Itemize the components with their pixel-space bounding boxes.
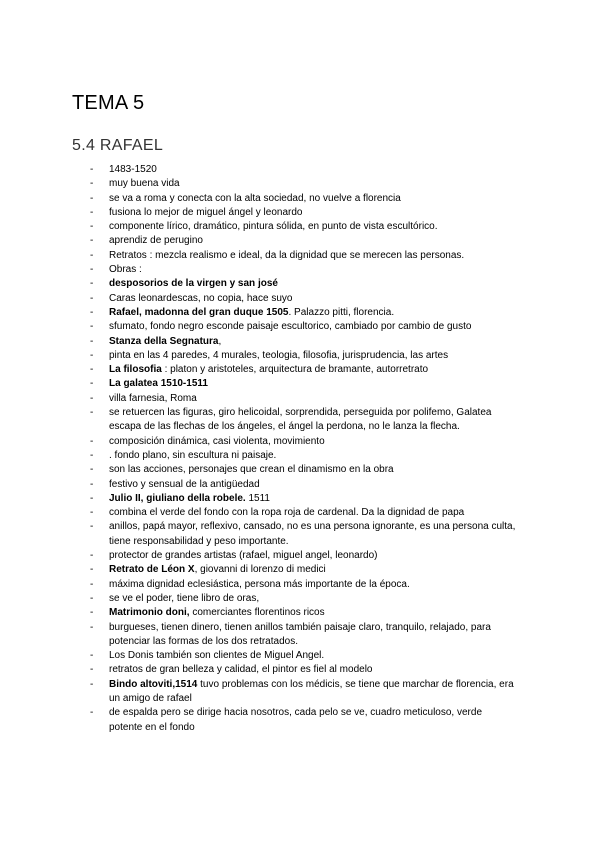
text: . Palazzo pitti, florencia.: [288, 306, 395, 318]
list-item: [0, 406, 517, 435]
list-item: [0, 263, 517, 277]
text: 1511: [245, 492, 270, 504]
page-title: TEMA 5: [72, 92, 145, 114]
list-item: [0, 678, 517, 707]
text: se retuercen las figuras, giro helicoidal, sorprendida, perseguida por polifemo, Galatea escapa de las flechas de los ángeles, el ángel la perdona, no le lanza la flecha.: [109, 407, 492, 433]
text: sfumato, fondo negro esconde paisaje escultorico, cambiado por cambio de gusto: [109, 321, 472, 333]
text: Obras :: [109, 264, 142, 276]
bold-text: Julio II, giuliano della robele.: [109, 492, 246, 504]
text: Los Donis también son clientes de Miguel Angel.: [109, 650, 325, 662]
list-item: [0, 335, 517, 349]
list-item: [0, 392, 517, 406]
text: comerciantes florentinos ricos: [189, 607, 325, 619]
list-item: [0, 578, 517, 592]
list-item: [0, 206, 517, 220]
list-item: [0, 592, 517, 606]
list-item: [0, 377, 517, 391]
text: aprendiz de perugino: [109, 235, 203, 247]
bold-text: desposorios de la virgen y san josé: [109, 278, 278, 290]
list-item: [0, 449, 517, 463]
list-item: [0, 520, 517, 549]
list-item: [0, 606, 517, 620]
list-item: [0, 292, 517, 306]
text: se ve el poder, tiene libro de oras,: [109, 592, 260, 604]
list-item: [0, 706, 517, 735]
list-item: [0, 506, 517, 520]
list-item: [0, 549, 517, 563]
text: pinta en las 4 paredes, 4 murales, teologia, filosofia, jurisprudencia, las artes: [109, 349, 449, 361]
bold-text: La filosofia: [109, 364, 162, 376]
section-heading: 5.4 RAFAEL: [72, 137, 164, 154]
text: protector de grandes artistas (rafael, miguel angel, leonardo): [109, 550, 378, 562]
text: de espalda pero se dirige hacia nosotros, cada pelo se ve, cuadro meticuloso, verde potente en el fondo: [109, 707, 483, 733]
list-item: [0, 478, 517, 492]
list-item: [0, 492, 517, 506]
text: anillos, papá mayor, reflexivo, cansado, no es una persona ignorante, es una persona culta, tiene responsabilidad y peso importante.: [109, 521, 516, 547]
list-item: [0, 306, 517, 320]
list-item: [0, 220, 517, 234]
list-item: [0, 621, 517, 650]
text: componente lírico, dramático, pintura sólida, en punto de vista escultórico.: [109, 221, 438, 233]
bold-text: Retrato de Léon X: [109, 564, 195, 576]
list-item: [0, 363, 517, 377]
list-item: [0, 249, 517, 263]
list-item: [0, 177, 517, 191]
text: burgueses, tienen dinero, tienen anillos también paisaje claro, tranquilo, relajado, para potenciar las formas de los dos retratados.: [109, 621, 491, 647]
bold-text: Matrimonio doni,: [109, 607, 190, 619]
text: composición dinámica, casi violenta, movimiento: [109, 435, 325, 447]
list-item: [0, 277, 517, 291]
text: fusiona lo mejor de miguel ángel y leonardo: [109, 206, 303, 218]
list-item: [0, 649, 517, 663]
list-item: [0, 163, 517, 177]
text: , giovanni di lorenzo di medici: [194, 564, 326, 576]
text: son las acciones, personajes que crean el dinamismo en la obra: [109, 464, 394, 476]
list-item: [0, 320, 517, 334]
list-item: [0, 563, 517, 577]
text: villa farnesia, Roma: [109, 392, 197, 404]
list-item: [0, 435, 517, 449]
text: . fondo plano, sin escultura ni paisaje.: [109, 449, 277, 461]
text: : platon y aristoteles, arquitectura de bramante, autorretrato: [161, 364, 429, 376]
text: máxima dignidad eclesiástica, persona más importante de la época.: [109, 578, 410, 590]
text: Caras leonardescas, no copia, hace suyo: [109, 292, 293, 304]
list-item: [0, 349, 517, 363]
text: ,: [218, 335, 222, 347]
text: festivo y sensual de la antigüedad: [109, 478, 260, 490]
list-item: [0, 192, 517, 206]
text: 1483-1520: [109, 164, 157, 175]
text: se va a roma y conecta con la alta sociedad, no vuelve a florencia: [109, 192, 401, 204]
text: Retratos : mezcla realismo e ideal, da la dignidad que se merecen las personas.: [109, 249, 465, 261]
list-item: [0, 663, 517, 677]
text: combina el verde del fondo con la ropa roja de cardenal. Da la dignidad de papa: [109, 507, 465, 519]
list-item: [0, 463, 517, 477]
list-item: [0, 234, 517, 248]
bold-text: Bindo altoviti,1514: [109, 678, 198, 690]
bold-text: Rafael, madonna del gran duque 1505: [109, 306, 289, 318]
text: tuvo problemas con los médicis, se tiene que marchar de florencia, era un amigo de rafael: [109, 678, 514, 704]
text: muy buena vida: [109, 178, 180, 190]
text: retratos de gran belleza y calidad, el pintor es fiel al modelo: [109, 664, 373, 676]
bold-text: Stanza della Segnatura: [109, 335, 219, 347]
bold-text: La galatea 1510-1511: [109, 378, 208, 390]
notes-list: [0, 163, 600, 735]
